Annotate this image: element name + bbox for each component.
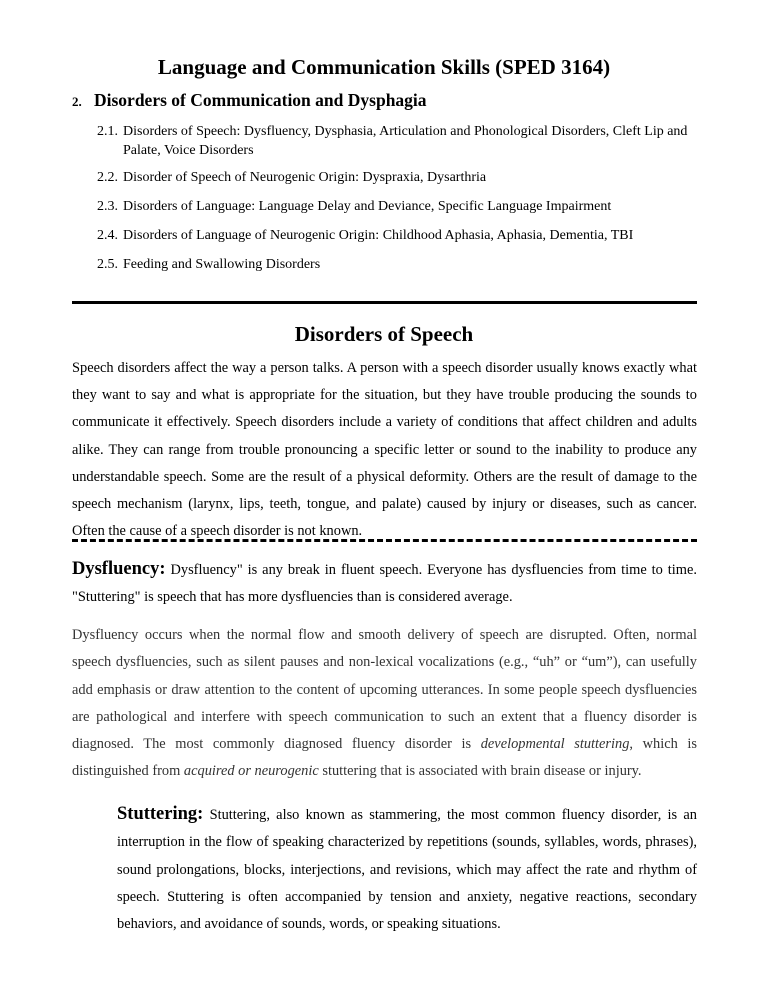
list-item (97, 168, 697, 187)
list-item-number: 2.5. (97, 257, 118, 272)
list-item-text: Feeding and Swallowing Disorders (123, 257, 321, 272)
stuttering-definition-text: Stuttering, also known as stammering, the most common fluency disorder, is an interruption in the flow of speaking characterized by repetitions (sounds, syllables, words, phrases), sound prolongations, blocks, interjections, and revisions, which may affect the rate and rhythm of speech. Stuttering is often accompanied by tension and anxiety, negative reactions, secondary behaviors, and avoidance of sounds, words, or speaking situations. (117, 807, 697, 933)
dysfluency-detail-text: Dysfluency occurs when the normal flow and smooth delivery of speech are disrupted. Often, normal speech dysfluencies, such as silent pauses and non-lexical vocalizations (e.g., “uh” or “um”), can usefully add emphasis or draw attention to the content of upcoming utterances. In some people speech dysfluencies are pathological and interfere with speech communication to such an extent that a fluency disorder is diagnosed. The most commonly diagnosed fluency disorder is (72, 627, 697, 753)
list-item (97, 122, 697, 160)
section-heading-text: Disorders of Communication and Dysphagia (94, 90, 427, 110)
list-item-number: 2.3. (97, 199, 118, 214)
list-item (97, 226, 697, 245)
document-title: Language and Communication Skills (SPED 3164) (157, 55, 611, 79)
speech-intro-paragraph: Speech disorders affect the way a person talks. A person with a speech disorder usually knows exactly what they want to say and what is appropriate for the situation, but they have trouble producing the sounds to communicate it effectively. Speech disorders include a variety of conditions that affect children and adults alike. They can range from trouble pronouncing a specific letter or sound to the inability to produce any understandable speech. Some are the result of a physical deformity. Others are the result of damage to the speech mechanism (larynx, lips, teeth, tongue, and palate) caused by injury or diseases, such as cancer. Often the cause of a speech disorder is not known. (72, 360, 697, 540)
section-heading (72, 90, 427, 111)
dysfluency-detail-text: , which is distinguished from (72, 736, 697, 780)
list-item-text: Disorder of Speech of Neurogenic Origin: Dyspraxia, Dysarthria (123, 170, 487, 185)
dysfluency-definition-text: Dysfluency" is any break in fluent speech. Everyone has dysfluencies from time to time. "Stuttering" is speech that has more dysfluencies than is considered average. (72, 562, 697, 605)
list-item-number: 2.2. (97, 170, 118, 185)
stuttering-term: Stuttering: (117, 804, 204, 824)
list-item-text: Disorders of Speech: Dysfluency, Dysphasia, Articulation and Phonological Disorders, Cleft Lip and Palate, Voice Disorders (123, 124, 688, 158)
dashed-divider (72, 539, 697, 542)
dysfluency-definition (72, 556, 697, 611)
list-item-number: 2.1. (97, 124, 118, 139)
dysfluency-detail-paragraph (72, 622, 697, 786)
stuttering-paragraph (117, 801, 697, 938)
developmental-stuttering-emphasis: developmental stuttering (480, 736, 630, 753)
dysfluency-detail-text: stuttering that is associated with brain disease or injury. (318, 763, 642, 780)
topic-list (97, 122, 697, 284)
section-divider (72, 301, 697, 304)
speech-disorders-title: Disorders of Speech (294, 322, 474, 346)
list-item-text: Disorders of Language of Neurogenic Origin: Childhood Aphasia, Aphasia, Dementia, TBI (123, 228, 634, 243)
acquired-neurogenic-emphasis: acquired or neurogenic (183, 763, 319, 780)
list-item-number: 2.4. (97, 228, 118, 243)
list-item (97, 255, 697, 274)
dysfluency-term: Dysfluency: (72, 559, 166, 579)
list-item-text: Disorders of Language: Language Delay and Deviance, Specific Language Impairment (123, 199, 612, 214)
section-number: 2. (72, 94, 82, 109)
list-item (97, 197, 697, 216)
